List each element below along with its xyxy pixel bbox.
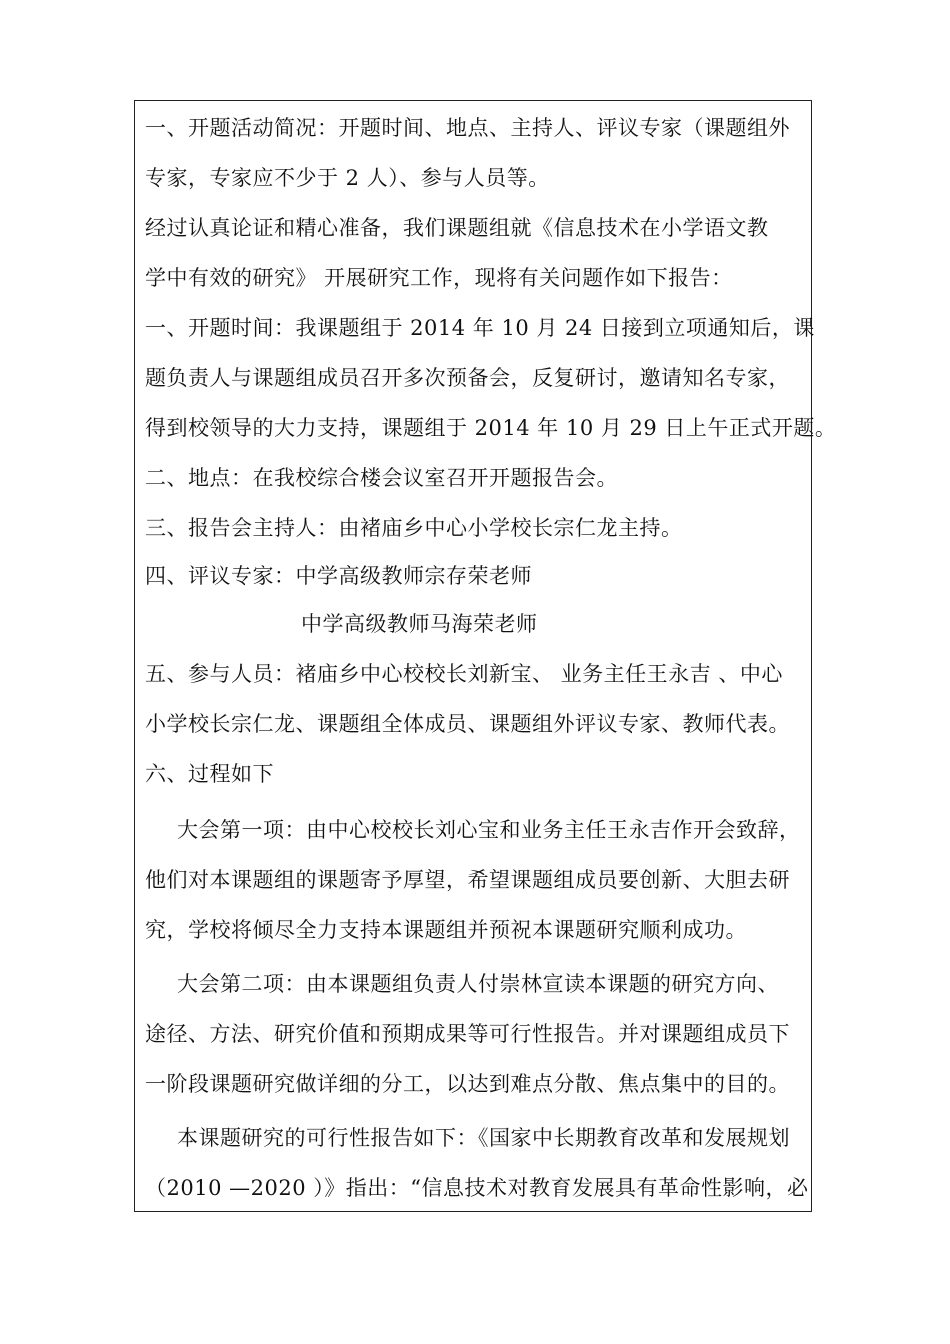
text-line: 六、过程如下 xyxy=(145,762,274,786)
text-line: 大会第一项：由中心校校长刘心宝和业务主任王永吉作开会致辞， xyxy=(177,818,801,842)
text-line: 经过认真论证和精心准备，我们课题组就《信息技术在小学语文教 xyxy=(145,216,769,240)
text-line: 专家，专家应不少于 2 人）、参与人员等。 xyxy=(145,166,550,190)
text-line: 题负责人与课题组成员召开多次预备会，反复研讨，邀请知名专家， xyxy=(145,366,790,390)
text-line: 中学高级教师马海荣老师 xyxy=(301,612,538,636)
text-line: 一、开题时间：我课题组于 2014 年 10 月 24 日接到立项通知后，课 xyxy=(145,316,815,340)
text-line: 一阶段课题研究做详细的分工，以达到难点分散、焦点集中的目的。 xyxy=(145,1072,790,1096)
text-line: 途径、方法、研究价值和预期成果等可行性报告。并对课题组成员下 xyxy=(145,1022,790,1046)
text-line: 他们对本课题组的课题寄予厚望，希望课题组成员要创新、大胆去研 xyxy=(145,868,790,892)
text-line: 究，学校将倾尽全力支持本课题组并预祝本课题研究顺利成功。 xyxy=(145,918,747,942)
text-line: 五、参与人员：褚庙乡中心校校长刘新宝、 业务主任王永吉 、中心 xyxy=(145,662,783,686)
text-line: 一、开题活动简况：开题时间、地点、主持人、评议专家（课题组外 xyxy=(145,116,790,140)
report-table-cell xyxy=(134,100,837,1212)
text-line: 四、评议专家：中学高级教师宗存荣老师 xyxy=(145,564,532,588)
text-line: 本课题研究的可行性报告如下：《国家中长期教育改革和发展规划 xyxy=(177,1126,790,1150)
text-line: 得到校领导的大力支持，课题组于 2014 年 10 月 29 日上午正式开题。 xyxy=(145,416,837,440)
text-line: 二、地点：在我校综合楼会议室召开开题报告会。 xyxy=(145,466,618,490)
text-line: 三、报告会主持人：由褚庙乡中心小学校长宗仁龙主持。 xyxy=(145,516,683,540)
text-line: 大会第二项：由本课题组负责人付崇林宣读本课题的研究方向、 xyxy=(177,972,779,996)
text-line: 小学校长宗仁龙、课题组全体成员、课题组外评议专家、教师代表。 xyxy=(145,712,790,736)
text-line: 学中有效的研究》 开展研究工作，现将有关问题作如下报告： xyxy=(145,266,733,290)
text-line: （2010 —2020 ）》指出：“信息技术对教育发展具有革命性影响，必 xyxy=(145,1176,809,1200)
